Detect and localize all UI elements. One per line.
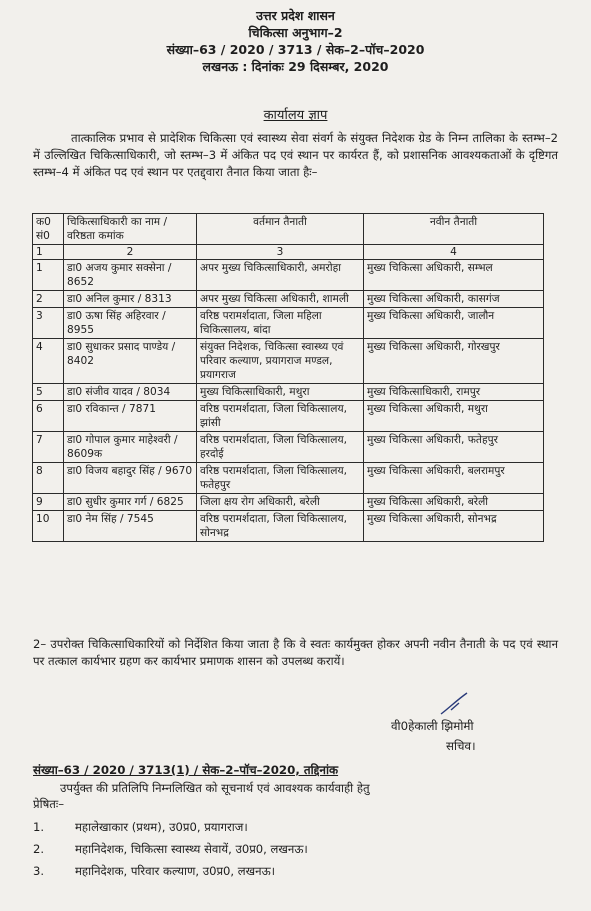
officer-cell: डा0 सुधीर कुमार गर्ग / 6825 bbox=[64, 494, 197, 511]
list-item bbox=[33, 842, 308, 857]
column-number: 1 bbox=[33, 245, 64, 260]
column-number-row bbox=[33, 245, 544, 260]
list-item-number: 2. bbox=[33, 842, 45, 856]
header-new-posting: नवीन तैनाती bbox=[364, 214, 544, 245]
date-line: लखनऊ : दिनांकः 29 दिसम्बर, 2020 bbox=[202, 59, 389, 74]
current-posting-cell: वरिष्ठ परामर्शदाता, जिला चिकित्सालय, सोनभद्र bbox=[197, 511, 364, 542]
posting-table bbox=[32, 213, 544, 542]
new-posting-cell: मुख्य चिकित्सा अधिकारी, बलरामपुर bbox=[364, 463, 544, 494]
reference-number: संख्या–63 / 2020 / 3713 / सेक–2–पॉच–2020 bbox=[166, 42, 425, 57]
section-title: चिकित्सा अनुभाग–2 bbox=[248, 25, 343, 40]
current-posting-cell: वरिष्ठ परामर्शदाता, जिला महिला चिकित्सालय, बांदा bbox=[197, 308, 364, 339]
new-posting-cell: मुख्य चिकित्सा अधिकारी, सोनभद्र bbox=[364, 511, 544, 542]
table-row bbox=[33, 384, 544, 401]
serial-cell: 10 bbox=[33, 511, 64, 542]
forwarded-to-label: प्रेषितः– bbox=[33, 797, 65, 811]
list-item-number: 1. bbox=[33, 820, 45, 834]
signatory-name: वी0हेकाली झिमोमी bbox=[391, 719, 474, 733]
memo-title: कार्यालय ज्ञाप bbox=[263, 108, 328, 123]
current-posting-cell: वरिष्ठ परामर्शदाता, जिला चिकित्सालय, हरदोई bbox=[197, 432, 364, 463]
officer-cell: डा0 ऊषा सिंह अहिरवार / 8955 bbox=[64, 308, 197, 339]
new-posting-cell: मुख्य चिकित्सा अधिकारी, जालौन bbox=[364, 308, 544, 339]
current-posting-cell: वरिष्ठ परामर्शदाता, जिला चिकित्सालय, झांसी bbox=[197, 401, 364, 432]
officer-cell: डा0 विजय बहादुर सिंह / 9670 bbox=[64, 463, 197, 494]
serial-cell: 8 bbox=[33, 463, 64, 494]
table-row bbox=[33, 339, 544, 384]
signature-mark bbox=[437, 690, 477, 718]
column-number: 4 bbox=[364, 245, 544, 260]
officer-cell: डा0 रविकान्त / 7871 bbox=[64, 401, 197, 432]
current-posting-cell: मुख्य चिकित्साधिकारी, मथुरा bbox=[197, 384, 364, 401]
officer-cell: डा0 अजय कुमार सक्सेना / 8652 bbox=[64, 260, 197, 291]
header-current-posting: वर्तमान तैनाती bbox=[197, 214, 364, 245]
serial-cell: 9 bbox=[33, 494, 64, 511]
new-posting-cell: मुख्य चिकित्सा अधिकारी, फतेहपुर bbox=[364, 432, 544, 463]
new-posting-cell: मुख्य चिकित्सा अधिकारी, सम्भल bbox=[364, 260, 544, 291]
serial-cell: 2 bbox=[33, 291, 64, 308]
serial-cell: 7 bbox=[33, 432, 64, 463]
serial-cell: 6 bbox=[33, 401, 64, 432]
list-item-text: महानिदेशक, चिकित्सा स्वास्थ्य सेवायें, उ0प्र0, लखनऊ। bbox=[75, 842, 308, 856]
list-item-number: 3. bbox=[33, 864, 45, 878]
govt-title: उत्तर प्रदेश शासन bbox=[256, 8, 335, 23]
table-header-row bbox=[33, 214, 544, 245]
instruction-paragraph: 2– उपरोक्त चिकित्साधिकारियों को निर्देशित किया जाता है कि वे स्वतः कार्यमुक्त होकर अपनी नवीन तैनाती के पद एवं स्थान पर तत्काल कार्यभार ग्रहण कर कार्यभार प्रमाणक शासन को उपलब्ध करायें। bbox=[33, 637, 558, 668]
current-posting-cell: वरिष्ठ परामर्शदाता, जिला चिकित्सालय, फतेहपुर bbox=[197, 463, 364, 494]
officer-cell: डा0 गोपाल कुमार माहेश्वरी / 8609क bbox=[64, 432, 197, 463]
signatory-designation: सचिव। bbox=[446, 739, 476, 753]
intro-paragraph: तात्कालिक प्रभाव से प्रादेशिक चिकित्सा एवं स्वास्थ्य सेवा संवर्ग के संयुक्त निदेशक ग्रेड के निम्न तालिका के स्तम्भ–2 में उल्लिखित चिकित्साधिकारी, जो स्तम्भ–3 में अंकित पद एवं स्थान पर कार्यरत हैं, को प्रशासनिक आवश्यकताओं के दृष्टिगत स्तम्भ–4 में अंकित पद एवं स्थान पर एतद्द्वारा तैनात किया जाता हैः– bbox=[33, 131, 558, 179]
new-posting-cell: मुख्य चिकित्सा अधिकारी, गोरखपुर bbox=[364, 339, 544, 384]
officer-cell: डा0 नेम सिंह / 7545 bbox=[64, 511, 197, 542]
new-posting-cell: मुख्य चिकित्सा अधिकारी, मथुरा bbox=[364, 401, 544, 432]
table-row bbox=[33, 308, 544, 339]
new-posting-cell: मुख्य चिकित्सा अधिकारी, कासगंज bbox=[364, 291, 544, 308]
new-posting-cell: मुख्य चिकित्सा अधिकारी, बरेली bbox=[364, 494, 544, 511]
serial-cell: 3 bbox=[33, 308, 64, 339]
current-posting-cell: संयुक्त निदेशक, चिकित्सा स्वास्थ्य एवं परिवार कल्याण, प्रयागराज मण्डल, प्रयागराज bbox=[197, 339, 364, 384]
table-row bbox=[33, 401, 544, 432]
current-posting-cell: अपर मुख्य चिकित्साधिकारी, अमरोहा bbox=[197, 260, 364, 291]
current-posting-cell: अपर मुख्य चिकित्सा अधिकारी, शामली bbox=[197, 291, 364, 308]
header-officer-name: चिकित्साधिकारी का नाम / वरिष्ठता कमांक bbox=[64, 214, 197, 245]
list-item bbox=[33, 820, 248, 835]
copy-reference-heading: संख्या–63 / 2020 / 3713(1) / सेक–2–पॉच–2020, तद्दिनांक bbox=[33, 763, 339, 777]
header-serial: क0 सं0 bbox=[33, 214, 64, 245]
serial-cell: 5 bbox=[33, 384, 64, 401]
current-posting-cell: जिला क्षय रोग अधिकारी, बरेली bbox=[197, 494, 364, 511]
column-number: 2 bbox=[64, 245, 197, 260]
column-number: 3 bbox=[197, 245, 364, 260]
table-row bbox=[33, 432, 544, 463]
table-row bbox=[33, 511, 544, 542]
new-posting-cell: मुख्य चिकित्साधिकारी, रामपुर bbox=[364, 384, 544, 401]
list-item-text: महानिदेशक, परिवार कल्याण, उ0प्र0, लखनऊ। bbox=[75, 864, 276, 878]
officer-cell: डा0 अनिल कुमार / 8313 bbox=[64, 291, 197, 308]
serial-cell: 1 bbox=[33, 260, 64, 291]
officer-cell: डा0 संजीव यादव / 8034 bbox=[64, 384, 197, 401]
table-row bbox=[33, 494, 544, 511]
table-row bbox=[33, 463, 544, 494]
list-item-text: महालेखाकार (प्रथम), उ0प्र0, प्रयागराज। bbox=[75, 820, 248, 834]
officer-cell: डा0 सुधाकर प्रसाद पाण्डेय / 8402 bbox=[64, 339, 197, 384]
list-item bbox=[33, 864, 275, 879]
copy-body: उपर्युक्त की प्रतिलिपि निम्नलिखित को सूचनार्थ एवं आवश्यक कार्यवाही हेतु bbox=[60, 781, 370, 795]
serial-cell: 4 bbox=[33, 339, 64, 384]
table-row bbox=[33, 291, 544, 308]
table-row bbox=[33, 260, 544, 291]
